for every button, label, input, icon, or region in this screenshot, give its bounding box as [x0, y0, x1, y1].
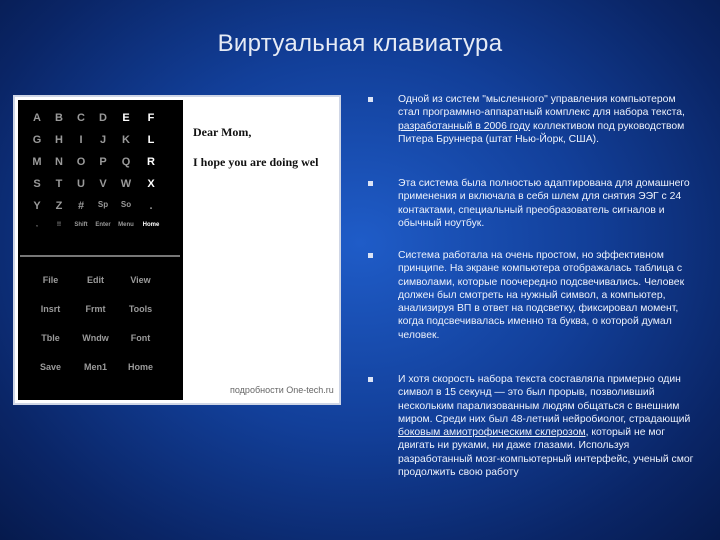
keyboard-key: So	[120, 200, 132, 209]
keyboard-key: B	[55, 112, 63, 124]
menu-item: Insrt	[40, 304, 61, 314]
keyboard-key: J	[99, 134, 107, 146]
keyboard-row	[18, 200, 183, 222]
menu-item: Wndw	[82, 333, 109, 343]
bullet-text-span: коллективом под руководством Питера Бруннера (штат Нью-Йорк, США).	[398, 120, 685, 145]
bullet-text-span: Одной из систем "мысленного" управления компьютером стал программно-аппаратный комплекс для набора текста,	[398, 94, 685, 119]
menu-item: Edit	[87, 275, 104, 285]
keyboard-key: L	[147, 134, 155, 146]
keyboard-key: .	[149, 200, 153, 212]
keyboard-key: Shift	[74, 222, 88, 228]
menu-row	[18, 362, 183, 391]
keyboard-key: Z	[55, 200, 63, 212]
keyboard-row	[18, 134, 183, 156]
keyboard-key: Enter	[95, 222, 111, 228]
keyboard-key: Y	[33, 200, 41, 212]
keyboard-key: G	[32, 134, 42, 146]
keyboard-key: #	[77, 200, 85, 212]
menu-item: Font	[130, 333, 151, 343]
keyboard-key: Home	[142, 222, 160, 228]
character-grid	[18, 112, 183, 244]
keyboard-divider	[20, 255, 180, 257]
keyboard-key: C	[77, 112, 85, 124]
keyboard-key: X	[147, 178, 155, 190]
menu-item: Tools	[128, 304, 153, 314]
bullet-text-span: И хотя скорость набора текста составляла примерно один символ в 15 секунд — это был прорыв, позволивший нескольким парализованным людям общаться с внешним миром. Среди них был 48-летний нейробиолог, страдающий	[398, 374, 691, 425]
keyboard-key: ,	[36, 222, 38, 228]
keyboard-key: Q	[121, 156, 131, 168]
keyboard-row	[18, 222, 183, 244]
keyboard-key: P	[99, 156, 107, 168]
keyboard-key: E	[122, 112, 130, 124]
menu-item: Tble	[41, 333, 60, 343]
bullet-text-span: , который не мог двигать ни руками, ни даже глазами. Используя разработанный мозг-компьютерный интерфейс, ученый смог продолжить свою работу	[398, 427, 694, 479]
menu-grid	[18, 275, 183, 391]
bullet-square-icon	[368, 253, 373, 258]
bullet-square-icon	[368, 181, 373, 186]
bullet-link[interactable]: боковым амиотрофическим склерозом	[398, 427, 586, 439]
menu-item: File	[42, 275, 59, 285]
virtual-keyboard-screenshot	[13, 95, 341, 405]
keyboard-row	[18, 112, 183, 134]
bullet-text	[398, 177, 698, 230]
keyboard-key: A	[33, 112, 41, 124]
bullet-square-icon	[368, 377, 373, 382]
menu-row	[18, 333, 183, 362]
keyboard-key: Sp	[97, 200, 109, 209]
bullet-text-span: Система работала на очень простом, но эффективном принципе. На экране компьютера отображалась таблица с символами, которые поочередно подсвечивались. Человек должен был смотреть на нужный символ, а компьютер, анализируя ВП в ответ на подсветку, фиксировал момент, когда подсвечивалась именно та буква, о которой думал человек.	[398, 250, 685, 341]
menu-item: View	[130, 275, 151, 285]
credit-caption: подробности One-tech.ru	[230, 385, 334, 395]
bullet-square-icon	[368, 97, 373, 102]
slide-title: Виртуальная клавиатура	[217, 30, 503, 57]
bullet-text	[398, 249, 698, 342]
bullet-text	[398, 93, 698, 146]
keyboard-key: D	[99, 112, 107, 124]
menu-row	[18, 275, 183, 304]
bullet-link[interactable]: разработанный в 2006 году	[398, 120, 531, 132]
keyboard-key: T	[55, 178, 63, 190]
keyboard-key: H	[55, 134, 63, 146]
keyboard-key: U	[77, 178, 85, 190]
keyboard-key: Menu	[118, 222, 134, 228]
keyboard-panel	[18, 100, 183, 400]
bullet-text-span: Эта система была полностью адаптирована для домашнего применения и включала в себя шлем для снятия ЭЭГ с 24 контактами, специальный преобразователь сигналов и обычный ноутбук.	[398, 178, 690, 229]
keyboard-key: V	[99, 178, 107, 190]
letter-line-1: Dear Mom,	[193, 125, 252, 139]
menu-item: Home	[127, 362, 153, 372]
keyboard-row	[18, 156, 183, 178]
keyboard-key: O	[76, 156, 86, 168]
letter-line-2: I hope you are doing wel	[193, 155, 319, 169]
keyboard-key: W	[120, 178, 132, 190]
keyboard-key: !!	[57, 222, 61, 228]
keyboard-key: M	[32, 156, 42, 168]
keyboard-row	[18, 178, 183, 200]
keyboard-key: K	[122, 134, 130, 146]
keyboard-key: N	[55, 156, 63, 168]
menu-item: Save	[39, 362, 62, 372]
keyboard-key: F	[147, 112, 155, 124]
menu-row	[18, 304, 183, 333]
keyboard-key: R	[147, 156, 155, 168]
menu-item: Men1	[83, 362, 107, 372]
keyboard-key: I	[79, 134, 83, 146]
keyboard-key: S	[33, 178, 41, 190]
bullet-text	[398, 373, 698, 479]
menu-item: Frmt	[85, 304, 106, 314]
